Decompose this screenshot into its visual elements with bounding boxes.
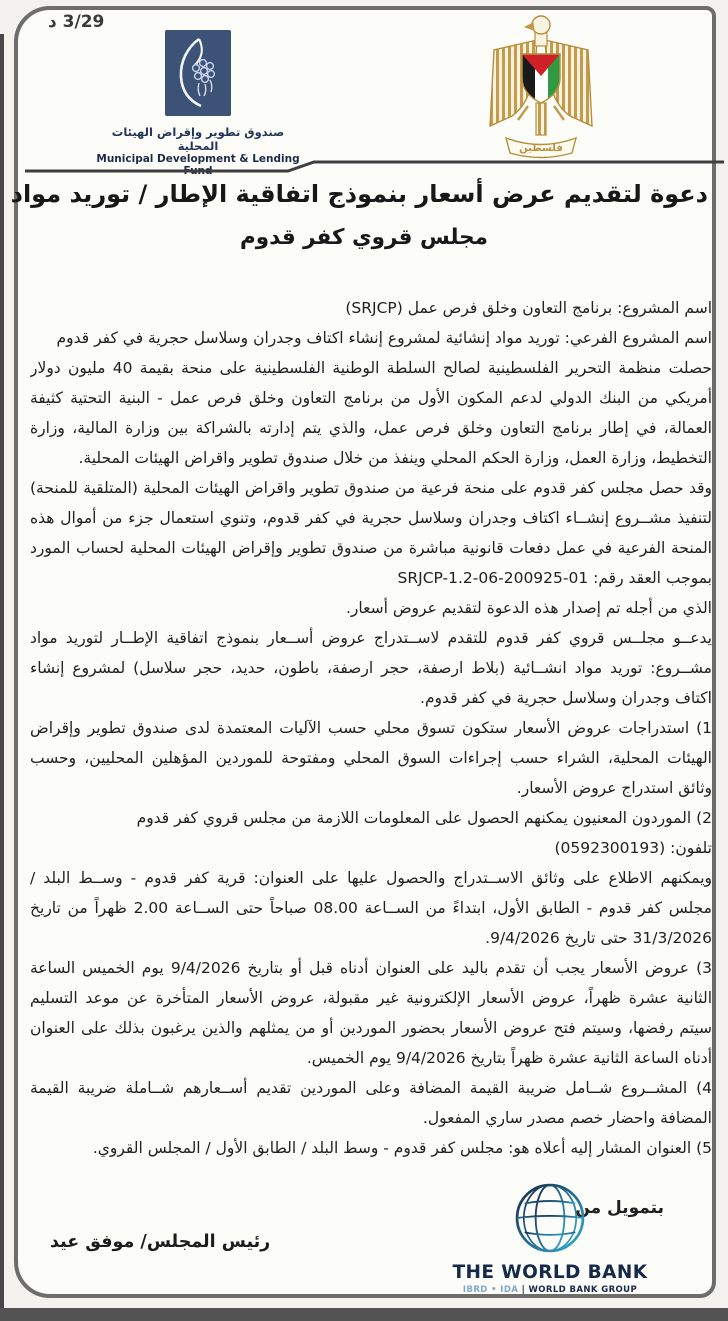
body-item-2-phone: تلفون: (0592300193)	[554, 839, 712, 857]
world-bank-sub-separator: |	[521, 1285, 526, 1295]
world-bank-group: WORLD BANK GROUP	[528, 1285, 638, 1295]
bottom-edge-strip	[0, 1308, 728, 1321]
ad-title	[10, 180, 708, 250]
body-item-3-submission: 3) عروض الأسعار يجب أن تقدم باليد على العنوان أدناه قبل أو بتاريخ 9/4/2026 يوم الخميس الساعة الثانية عشرة ظهراً، عروض الأسعار الإلكترونية غير مقبولة، عروض الأسعار المتأخرة عن موعد التسليم سيتم رفضها، وسيتم فتح عروض الأسعار بحضور الموردين أو من يمثلهم والذين يرغبون بذلك على العنوان أدناه الساعة الثانية عشرة ظهراً بتاريخ 9/4/2026 يوم الخميس.	[30, 959, 712, 1067]
body-paragraph-project-name: اسم المشروع: برنامج التعاون وخلق فرص عمل (SRJCP)	[345, 299, 712, 317]
ad-title-line2: مجلس قروي كفر قدوم	[240, 225, 488, 250]
funding-label: بتمويل من	[575, 1198, 664, 1218]
body-item-5-address: 5) العنوان المشار إليه أعلاه هو: مجلس كفر قدوم - وسط البلد / الطابق الأول / المجلس القروي.	[92, 1139, 712, 1157]
corner-note: 3/29 د	[48, 12, 105, 32]
body-item-1-procurement-method: 1) استدراجات عروض الأسعار ستكون تسوق محلي حسب الآليات المعتمدة لدى صندوق تطوير وإقراض الهيئات المحلية، الشراء حسب إجراءات السوق المحلي ومفتوحة للموردين المؤهلين المحليين، وحسب وثائق استدراج عروض الأسعار.	[30, 719, 712, 797]
emblem-banner-text: فلسطين	[519, 143, 563, 154]
mdlf-logo-icon	[165, 30, 231, 116]
world-bank-globe-icon	[512, 1180, 588, 1256]
header-divider-rule	[20, 154, 726, 178]
world-bank-ibrd-ida: IBRD • IDA	[462, 1285, 519, 1295]
mdlf-name-arabic: صندوق تطوير وإقراض الهيئات المحلية	[111, 125, 285, 153]
ad-body-text	[30, 293, 712, 1185]
world-bank-logo-block	[450, 1180, 650, 1295]
palestine-emblem-icon	[478, 10, 604, 162]
body-paragraph-subgrant-contract: وقد حصل مجلس كفر قدوم على منحة فرعية من صندوق تطوير واقراض الهيئات المحلية (المتلقية للمنحة) لتنفيذ مشــروع إنشــاء اكتاف وجدران وسلاسل حجرية في كفر قدوم، وتنوي استعمال جزء من أموال هذه المنحة الفرعية في عمل دفعات قانونية مباشرة من صندوق تطوير وإقراض الهيئات المحلية لحساب المورد بموجب العقد رقم: 01-200925-06-SRJCP-1.2	[30, 479, 712, 587]
body-item-2-documents-address: ويمكنهم الاطلاع على وثائق الاســتدراج والحصول عليها على العنوان: قرية كفر قدوم - وســط البلد / مجلس كفر قدوم - الطابق الأول، ابتداءً من الســاعة 08.00 صباحاً حتى الســاعة 2.00 ظهراً من تاريخ 31/3/2026 حتى تاريخ 9/4/2026.	[30, 869, 712, 947]
body-item-4-vat: 4) المشــروع شــامل ضريبة القيمة المضافة وعلى الموردين تقديم أســعارهم شــاملة ضريبة القيمة المضافة واحضار خصم مصدر ساري المفعول.	[30, 1079, 712, 1127]
body-paragraph-grant-intro: حصلت منظمة التحرير الفلسطينية لصالح السلطة الوطنية الفلسطينية على منحة بقيمة 40 مليون دولار أمريكي من البنك الدولي لدعم المكون الأول من برنامج التعاون وخلق فرص عمل - البنية التحتية كثيفة العمالة، في إطار برنامج التعاون وخلق فرص عمل، والذي يتم إدارته بالشراكة بين وزارة المالية، وزارة التخطيط، وزارة العمل، وزارة الحكم المحلي وينفذ من خلال صندوق تطوير واقراض الهيئات المحلية.	[30, 359, 712, 467]
signature-council-head: رئيس المجلس/ موفق عيد	[50, 1232, 271, 1252]
body-paragraph-subproject-name: اسم المشروع الفرعي: توريد مواد إنشائية لمشروع إنشاء اكتاف وجدران وسلاسل حجرية في كفر قدوم	[56, 329, 712, 347]
mdlf-name-english: Municipal Development & Lending Fund	[96, 153, 300, 177]
world-bank-name: THE WORLD BANK	[452, 1262, 648, 1283]
world-bank-subtitle	[450, 1285, 650, 1295]
body-item-2-information: 2) الموردون المعنيون يمكنهم الحصول على المعلومات اللازمة من مجلس قروي كفر قدوم	[136, 809, 712, 827]
body-paragraph-invitation-purpose: الذي من أجله تم إصدار هذه الدعوة لتقديم عروض أسعار.	[345, 599, 712, 617]
ad-title-line1: دعوة لتقديم عرض أسعار بنموذج اتفاقية الإطار / توريد مواد	[10, 180, 708, 208]
left-edge-strip	[0, 34, 4, 1321]
body-paragraph-invitation-scope: يدعــو مجلــس قروي كفر قدوم للتقدم لاســتدراج عروض أســعار بنموذج اتفاقية الإطــار لتوريد مواد مشــروع: توريد مواد انشــائية (بلاط ارصفة، حجر ارصفة، باطون، حديد، حجر سلاسل) لمشروع إنشاء اكتاف وجدران وسلاسل حجرية في كفر قدوم.	[30, 629, 712, 707]
